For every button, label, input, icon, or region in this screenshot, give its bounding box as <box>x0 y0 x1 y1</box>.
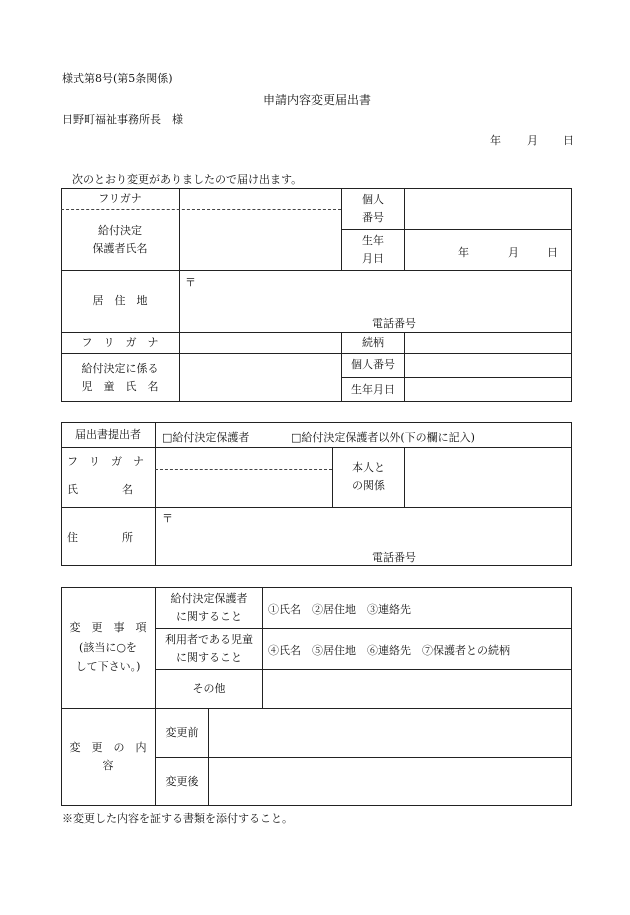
personal-number-label: 個人 番号 <box>362 192 384 224</box>
intro-text: 次のとおり変更がありましたので届け出ます。 <box>72 173 303 186</box>
guardian-name-field[interactable] <box>180 210 340 269</box>
child-furigana-field[interactable] <box>180 333 340 352</box>
after-field[interactable] <box>209 758 571 805</box>
personal-number-field[interactable] <box>405 189 571 228</box>
birth-day-label: 日 <box>547 246 558 259</box>
guardian-change-options[interactable]: ①氏名 ②居住地 ③連絡先 <box>268 603 411 616</box>
option-other-checkbox[interactable]: □給付決定保護者以外(下の欄に記入) <box>291 431 475 444</box>
child-birthdate-label: 生年月日 <box>351 382 395 396</box>
date-day-label: 日 <box>563 134 574 147</box>
guardian-name-label: 給付決定 保護者氏名 <box>92 224 148 255</box>
submitter-relation-label: 本人と の関係 <box>352 461 385 492</box>
child-birthdate-field[interactable] <box>405 378 571 401</box>
applicant-furigana-label: フリガナ <box>98 191 142 205</box>
submitter-name-field[interactable] <box>156 470 331 506</box>
addressee: 日野町福祉事務所長 様 <box>62 113 183 126</box>
submitter-address-field[interactable] <box>156 508 571 565</box>
submitter-phone-label: 電話番号 <box>372 551 416 564</box>
submitter-postal-mark: 〒 <box>162 512 173 525</box>
applicant-furigana-field[interactable] <box>180 189 340 208</box>
child-change-options[interactable]: ④氏名 ⑤居住地 ⑥連絡先 ⑦保護者との続柄 <box>268 644 510 657</box>
residence-label: 居 住 地 <box>92 294 148 308</box>
child-name-label: 給付決定に係る 児 童 氏 名 <box>81 361 159 393</box>
option-guardian-checkbox[interactable]: □給付決定保護者 <box>162 431 250 444</box>
submitter-address-label: 住 所 <box>67 531 133 544</box>
footer-note: ※変更した内容を証する書類を添付すること。 <box>62 812 293 825</box>
residence-phone-label: 電話番号 <box>372 317 416 330</box>
submitter-label: 届出書提出者 <box>75 427 141 441</box>
relation-field[interactable] <box>405 333 571 352</box>
before-label: 変更前 <box>165 725 199 739</box>
before-field[interactable] <box>209 709 571 756</box>
after-label: 変更後 <box>165 774 199 788</box>
submitter-furigana-field[interactable] <box>156 448 331 468</box>
child-personal-number-label: 個人番号 <box>351 358 395 372</box>
postal-mark: 〒 <box>185 276 196 289</box>
date-year-label: 年 <box>490 134 501 147</box>
submitter-furigana-label: フ リ ガ ナ <box>67 455 144 468</box>
change-items-label: 変 更 事 項 (該当に○を して下さい。) <box>69 620 147 674</box>
child-furigana-label: フ リ ガ ナ <box>81 335 159 349</box>
document-title: 申請内容変更届出書 <box>263 93 372 107</box>
child-personal-number-field[interactable] <box>405 354 571 376</box>
form-number: 様式第8号(第5条関係) <box>62 72 173 85</box>
child-name-field[interactable] <box>180 354 340 401</box>
relation-label: 続柄 <box>362 335 384 349</box>
birthdate-label: 生年 月日 <box>362 233 384 265</box>
birth-year-label: 年 <box>458 246 469 259</box>
guardian-related-label: 給付決定保護者 に関すること <box>170 591 248 623</box>
submitter-name-label: 氏 名 <box>67 483 133 496</box>
child-related-label: 利用者である児童 に関すること <box>165 632 253 664</box>
change-content-label: 変 更 の 内 容 <box>69 741 158 772</box>
submitter-relation-field[interactable] <box>405 448 571 506</box>
other-field[interactable] <box>263 670 571 707</box>
date-month-label: 月 <box>527 134 538 147</box>
birth-month-label: 月 <box>508 246 519 259</box>
other-label: その他 <box>192 681 226 695</box>
